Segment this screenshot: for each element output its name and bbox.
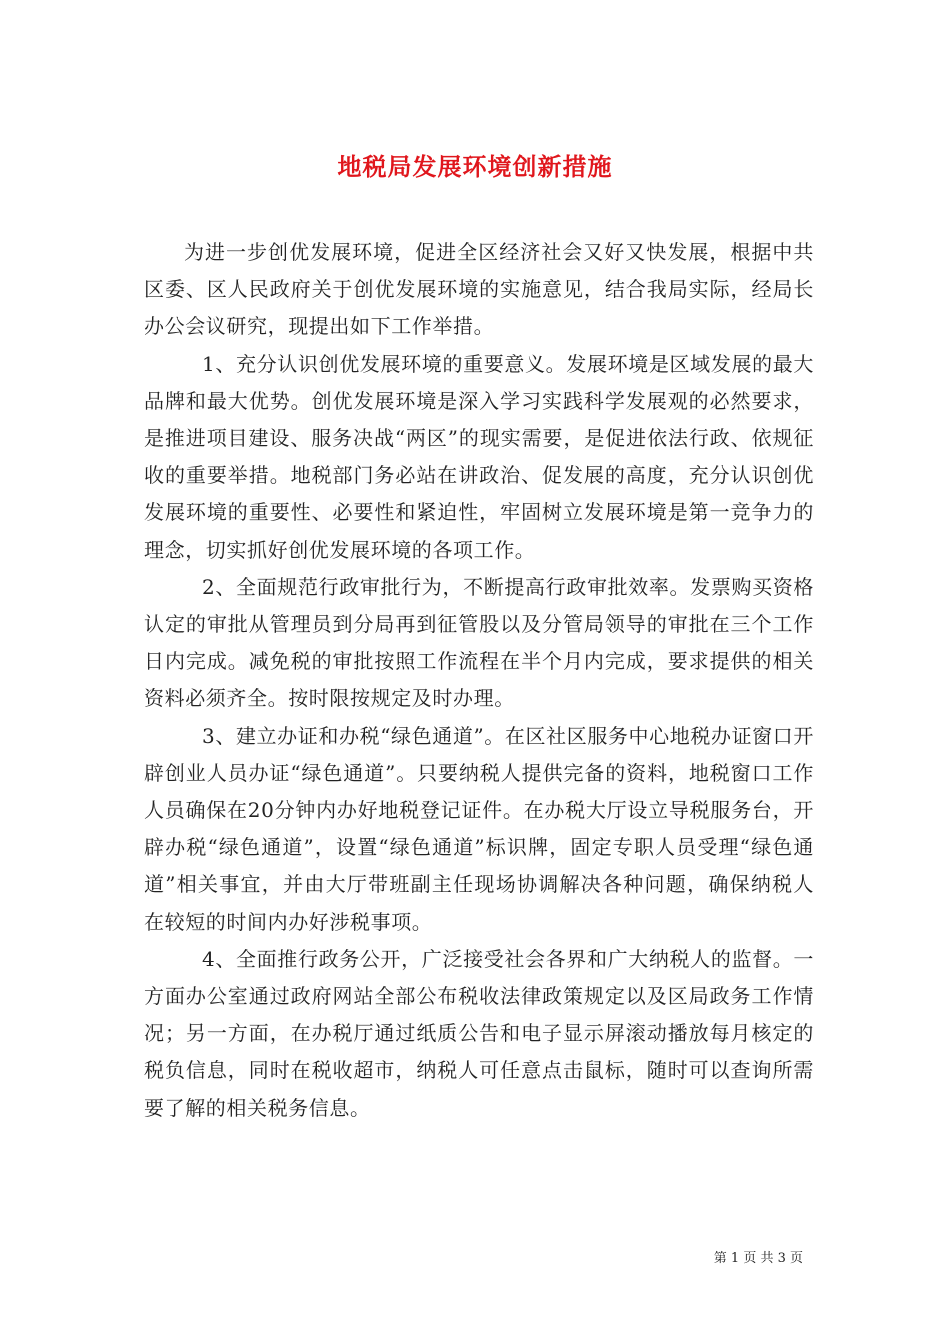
page-title: 地税局发展环境创新措施 — [337, 152, 613, 182]
intro-paragraph: 为进一步创优发展环境，促进全区经济社会又好又快发展，根据中共区委、区人民政府关于创优发展环境的实施意见，结合我局实际，经局长办公会议研究，现提出如下工作举措。 — [144, 240, 814, 339]
paragraph-item-4: 4、全面推行政务公开，广泛接受社会各界和广大纳税人的监督。一方面办公室通过政府网站全部公布税收法律政策规定以及区局政务工作情况；另一方面，在办税厅通过纸质公告和电子显示屏滚动播放每月核定的税负信息，同时在税收超市，纳税人可任意点击鼠标，随时可以查询所需要了解的相关税务信息。 — [144, 946, 814, 1120]
page-number-footer: 第 1 页 共 3 页 — [713, 1251, 803, 1266]
paragraph-item-2: 2、全面规范行政审批行为，不断提高行政审批效率。发票购买资格认定的审批从管理员到分局再到征管股以及分管局领导的审批在三个工作日内完成。减免税的审批按照工作流程在半个月内完成，要求提供的相关资料必须齐全。按时限按规定及时办理。 — [144, 574, 814, 711]
paragraph-item-3: 3、建立办证和办税“绿色通道”。在区社区服务中心地税办证窗口开辟创业人员办证“绿色通道”。只要纳税人提供完备的资料，地税窗口工作人员确保在20分钟内办好地税登记证件。在办税大厅设立导税服务台，开辟办税“绿色通道”，设置“绿色通道”标识牌，固定专职人员受理“绿色通道”相关事宜，并由大厅带班副主任现场协调解决各种问题，确保纳税人在较短的时间内办好涉税事项。 — [144, 723, 814, 934]
document-body — [144, 234, 814, 1127]
paragraph-item-1: 1、充分认识创优发展环境的重要意义。发展环境是区域发展的最大品牌和最大优势。创优发展环境是深入学习实践科学发展观的必然要求，是推进项目建设、服务决战“两区”的现实需要，是促进依法行政、依规征收的重要举措。地税部门务必站在讲政治、促发展的高度，充分认识创优发展环境的重要性、必要性和紧迫性，牢固树立发展环境是第一竞争力的理念，切实抓好创优发展环境的各项工作。 — [144, 351, 814, 562]
